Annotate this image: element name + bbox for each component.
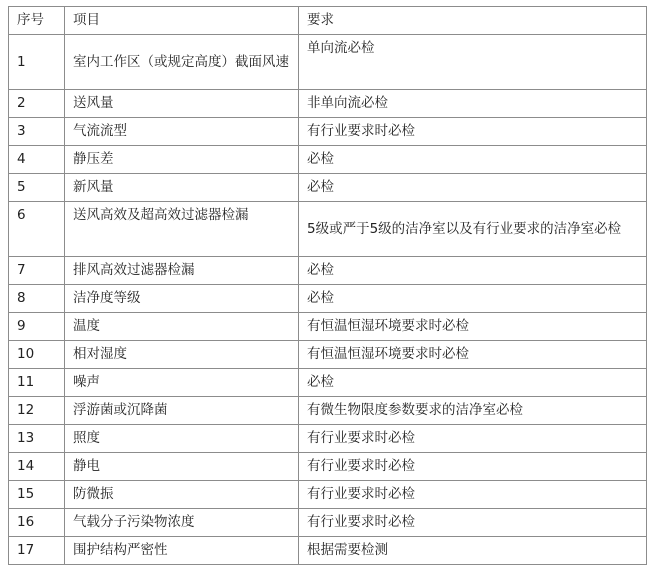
cell-item: 静电 bbox=[65, 453, 299, 481]
cell-item: 围护结构严密性 bbox=[65, 537, 299, 565]
table-row bbox=[9, 453, 647, 481]
table-body bbox=[9, 35, 647, 565]
cell-serial-number: 6 bbox=[9, 202, 65, 257]
cell-item: 排风高效过滤器检漏 bbox=[65, 257, 299, 285]
cell-requirement: 有行业要求时必检 bbox=[299, 453, 647, 481]
table-row bbox=[9, 146, 647, 174]
cell-serial-number: 14 bbox=[9, 453, 65, 481]
cell-requirement: 必检 bbox=[299, 369, 647, 397]
cell-item: 防微振 bbox=[65, 481, 299, 509]
cell-item: 静压差 bbox=[65, 146, 299, 174]
cell-serial-number: 15 bbox=[9, 481, 65, 509]
cell-serial-number: 13 bbox=[9, 425, 65, 453]
cell-requirement: 有微生物限度参数要求的洁净室必检 bbox=[299, 397, 647, 425]
table-row bbox=[9, 202, 647, 257]
cell-serial-number: 10 bbox=[9, 341, 65, 369]
table-row bbox=[9, 509, 647, 537]
table-row bbox=[9, 174, 647, 202]
cell-item: 送风量 bbox=[65, 90, 299, 118]
cell-serial-number: 4 bbox=[9, 146, 65, 174]
table-row bbox=[9, 481, 647, 509]
table-header bbox=[9, 7, 647, 35]
table-row bbox=[9, 397, 647, 425]
cell-item: 气流流型 bbox=[65, 118, 299, 146]
cell-requirement: 有行业要求时必检 bbox=[299, 425, 647, 453]
inspection-requirements-table bbox=[8, 6, 647, 565]
cell-requirement: 有恒温恒湿环境要求时必检 bbox=[299, 341, 647, 369]
table-header-row bbox=[9, 7, 647, 35]
cell-item: 照度 bbox=[65, 425, 299, 453]
cell-requirement: 必检 bbox=[299, 285, 647, 313]
header-serial-number: 序号 bbox=[9, 7, 65, 35]
cell-requirement: 有恒温恒湿环境要求时必检 bbox=[299, 313, 647, 341]
cell-serial-number: 8 bbox=[9, 285, 65, 313]
cell-item: 相对湿度 bbox=[65, 341, 299, 369]
cell-serial-number: 2 bbox=[9, 90, 65, 118]
cell-requirement: 5级或严于5级的洁净室以及有行业要求的洁净室必检 bbox=[299, 202, 647, 257]
table-row bbox=[9, 425, 647, 453]
table-row bbox=[9, 341, 647, 369]
cell-requirement: 必检 bbox=[299, 146, 647, 174]
cell-item: 室内工作区（或规定高度）截面风速 bbox=[65, 35, 299, 90]
cell-item: 浮游菌或沉降菌 bbox=[65, 397, 299, 425]
cell-requirement: 有行业要求时必检 bbox=[299, 118, 647, 146]
cell-item: 洁净度等级 bbox=[65, 285, 299, 313]
cell-requirement: 必检 bbox=[299, 174, 647, 202]
cell-requirement: 单向流必检 bbox=[299, 35, 647, 90]
table-row bbox=[9, 313, 647, 341]
cell-serial-number: 9 bbox=[9, 313, 65, 341]
cell-item: 温度 bbox=[65, 313, 299, 341]
cell-serial-number: 12 bbox=[9, 397, 65, 425]
cell-item: 噪声 bbox=[65, 369, 299, 397]
cell-requirement: 有行业要求时必检 bbox=[299, 481, 647, 509]
cell-serial-number: 5 bbox=[9, 174, 65, 202]
table-row bbox=[9, 118, 647, 146]
table-row bbox=[9, 285, 647, 313]
table-row bbox=[9, 257, 647, 285]
cell-requirement: 有行业要求时必检 bbox=[299, 509, 647, 537]
cell-serial-number: 1 bbox=[9, 35, 65, 90]
cell-item: 气载分子污染物浓度 bbox=[65, 509, 299, 537]
header-requirement: 要求 bbox=[299, 7, 647, 35]
cell-serial-number: 3 bbox=[9, 118, 65, 146]
table-row bbox=[9, 369, 647, 397]
cell-item: 新风量 bbox=[65, 174, 299, 202]
cell-requirement: 必检 bbox=[299, 257, 647, 285]
cell-item: 送风高效及超高效过滤器检漏 bbox=[65, 202, 299, 257]
cell-serial-number: 17 bbox=[9, 537, 65, 565]
cell-serial-number: 11 bbox=[9, 369, 65, 397]
cell-requirement: 非单向流必检 bbox=[299, 90, 647, 118]
table-row bbox=[9, 537, 647, 565]
header-item: 项目 bbox=[65, 7, 299, 35]
cell-serial-number: 16 bbox=[9, 509, 65, 537]
table-row bbox=[9, 90, 647, 118]
table-row bbox=[9, 35, 647, 90]
cell-requirement: 根据需要检测 bbox=[299, 537, 647, 565]
cell-serial-number: 7 bbox=[9, 257, 65, 285]
